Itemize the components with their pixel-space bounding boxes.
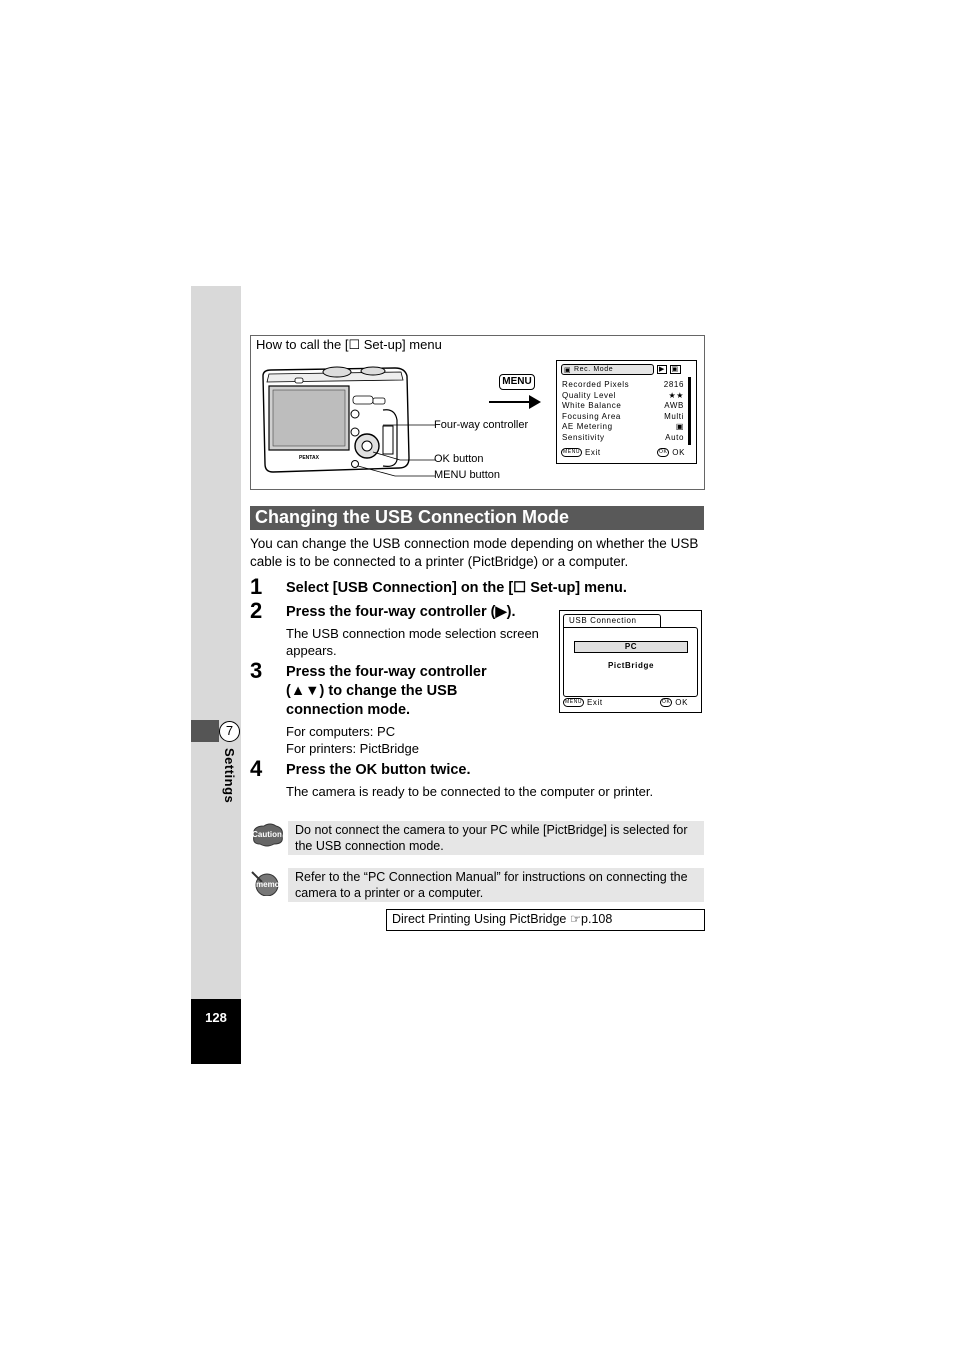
arrow-icon xyxy=(489,401,531,403)
menu-button-label: MENU button xyxy=(434,469,501,481)
step-number: 1 xyxy=(250,574,263,599)
usb-connection-tab: USB Connection xyxy=(563,614,661,628)
step-number: 3 xyxy=(250,658,263,683)
sidebar-tab xyxy=(191,286,241,1064)
reference-link[interactable]: Direct Printing Using PictBridge ☞p.108 xyxy=(386,909,705,931)
step-body: For printers: PictBridge xyxy=(286,741,419,756)
screen-row: Quality Level ★★ xyxy=(562,391,684,400)
step-number: 4 xyxy=(250,756,263,781)
step-heading: Select [USB Connection] on the [☐ Set-up] menu. xyxy=(286,580,627,596)
camera-illustration xyxy=(255,358,435,488)
chapter-number: 7 xyxy=(219,721,240,742)
step-number: 2 xyxy=(250,598,263,623)
camera-brand: PENTAX xyxy=(299,455,319,461)
intro-text: You can change the USB connection mode depending on whether the USB cable is to be connected to a printer (PictBridge) or a computer. xyxy=(250,536,699,569)
caution-icon: Caution xyxy=(250,822,284,848)
step-heading: Press the OK button twice. xyxy=(286,762,471,778)
rec-mode-tab-label: Rec. Mode xyxy=(574,366,614,373)
usb-option-selected: PC xyxy=(574,641,688,653)
screen-row: AE Metering ▣ xyxy=(562,422,684,431)
chapter-label: Settings xyxy=(222,748,237,804)
chapter-strip xyxy=(191,720,219,742)
screen-row: White Balance AWB xyxy=(562,401,684,410)
arrow-head-icon xyxy=(529,395,541,409)
memo-icon: memo xyxy=(250,870,282,896)
step-body: For computers: PC xyxy=(286,724,396,739)
usb-connection-screen xyxy=(559,610,702,713)
rec-mode-tab xyxy=(561,364,654,375)
scrollbar xyxy=(688,377,691,445)
usb-option: PictBridge xyxy=(607,661,654,670)
step-heading: Press the four-way controller (▲▼) to change the USB connection mode. xyxy=(286,664,487,718)
usb-screen-exit: MENU Exit xyxy=(565,698,603,707)
play-tab-icon: ▶ xyxy=(659,366,665,373)
screen-row: Sensitivity Auto xyxy=(562,433,684,442)
caution-note: Do not connect the camera to your PC while [PictBridge] is selected for the USB connection mode. xyxy=(288,821,704,855)
screen-row: Recorded Pixels 2816 xyxy=(562,380,684,389)
menu-key-icon: MENU xyxy=(499,374,535,390)
page-number-block xyxy=(191,999,241,1064)
usb-screen-ok: OK OK xyxy=(662,698,689,707)
step-body: The USB connection mode selection screen appears. xyxy=(286,626,539,658)
four-way-controller-label: Four-way controller xyxy=(434,419,529,431)
page-number: 128 xyxy=(205,1010,227,1025)
rec-mode-screen xyxy=(556,360,697,464)
screen-ok: OK OK xyxy=(659,448,686,457)
howto-box xyxy=(250,335,705,490)
step-heading: Press the four-way controller (▶). xyxy=(286,604,516,620)
memo-note: Refer to the “PC Connection Manual” for instructions on connecting the camera to a printer or a computer. xyxy=(288,868,704,902)
section-heading: Changing the USB Connection Mode xyxy=(250,506,704,530)
howto-title: How to call the [☐ Set-up] menu xyxy=(256,337,442,352)
screen-row: Focusing Area Multi xyxy=(562,412,684,421)
screen-exit: MENU Exit xyxy=(563,448,601,457)
setup-tab-icon: ▣ xyxy=(671,366,679,373)
step-body: The camera is ready to be connected to the computer or printer. xyxy=(286,784,654,799)
ok-button-label: OK button xyxy=(434,453,484,465)
tab-icons xyxy=(657,365,681,373)
camera-icon: ▣ xyxy=(564,367,572,374)
